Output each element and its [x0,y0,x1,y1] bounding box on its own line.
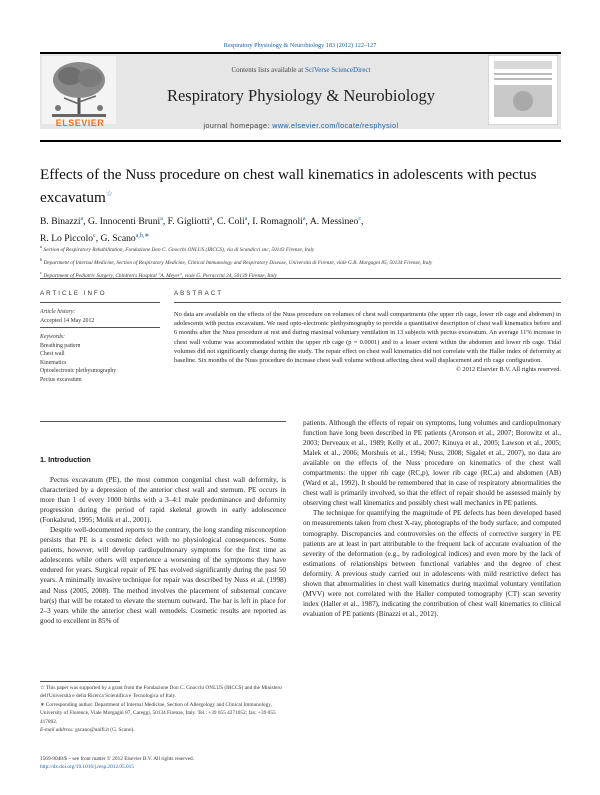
sciencedirect-link[interactable]: SciVerse ScienceDirect [305,66,371,74]
abstract-heading: ABSTRACT [174,290,224,297]
affiliation-sup: a [40,244,43,249]
footnotes [40,684,286,734]
affiliation-b [40,255,561,268]
issn-line: 1569-9048/$ – see front matter © 2012 Elsevier B.V. All rights reserved. [40,756,194,762]
keyword: Breathing pattern [40,342,81,349]
left-column-text [40,475,286,626]
affiliation-text: Department of Pediatric Surgery, Children's Hospital "A. Meyer", viale G. Pieraccini 24, 50139 Firenze, Italy [43,272,277,279]
journal-homepage [118,121,484,130]
affiliation-a [40,242,561,255]
keyword: Kinematics [40,359,67,366]
author-affiliation-mark[interactable]: a [302,216,306,222]
elsevier-tree-logo [42,56,116,124]
affiliation-sup: c [40,269,42,275]
author-affiliation-mark[interactable]: a,b,∗ [135,233,150,240]
author-name: R. Lo Piccolo [40,233,94,245]
author-name: G. Innocenti Bruni [87,216,161,228]
affiliation-text: Section of Respiratory Rehabilitation, Fondazione Don C. Gnocchi ONLUS (IRCCS), via di Scandicci snc, 50143 Firenze, Italy [43,246,315,253]
body-paragraph: Pectus excavatum (PE), the most common congenital chest wall deformity, is characterized by a depression of the anterior chest wall and sternum. PE occurs in more than 1 of every 1000 births with a 3–4:1 male predominance and deformity progression during the period of rapid skeletal growth in early adolescence (Fonkalsrud, 1995; Molik et al., 2001). [40,476,286,525]
divider [174,302,561,303]
affiliations [40,242,561,280]
email-line [40,726,286,734]
divider [40,278,561,279]
author-affiliation-mark[interactable]: a [80,216,84,222]
author-name: B. Binazzi [40,216,81,228]
author-affiliation-mark[interactable]: c [93,233,96,240]
author-name: C. Coli [217,216,245,228]
doi-link[interactable]: http://dx.doi.org/10.1016/j.resp.2012.05.015 [40,763,134,770]
body-paragraph: The technique for quantifying the magnitude of PE defects has been developed based on measurements taken from chest X-ray, photographs of the body surface, and computed tomography. Discrepancies and controversies on the effects of corrective surgery in PE patients are at least in part attributable to the frequent lack of accurate evaluation of the severity of the deformation (e.g., by radiological indices) and even more by the lack of estimations of relationships between functional variables and the degree of chest deformity. A previous study carried out in adolescents with mild restrictive defect has shown that abnormalities in chest wall kinematics during maximal voluntary ventilation (MVV) were not correlated with the Haller computed tomography (CT) scan severity index (Haller et al., 1987), indicating the contribution of chest wall kinematics to clinical evaluation of PE patients (Binazzi et al., 2012). [303,509,561,618]
right-column-text [303,418,561,619]
author-name: F. Gigliotti [167,216,210,228]
contents-line [118,66,484,74]
keyword: Optoelectronic plethysmography [40,368,117,374]
author-line-1: B. Binazzi$^a$, G. Innocenti Bruni$^a$, F. Gigliotti$^a$, C. Coli$^a$, I. Romagnoli$^a$, A. Messineo$^c$, [40,216,364,228]
keywords-label: Keywords: [40,334,65,340]
author-affiliation-mark[interactable]: a [209,216,213,222]
journal-cover-thumbnail [488,55,558,125]
page-footer [40,756,286,771]
keyword: Chest wall [40,351,65,357]
author-affiliation-mark[interactable]: c [358,216,361,222]
section-heading-introduction: 1. Introduction [40,455,91,464]
history-label: Article history: [40,309,76,315]
email-address[interactable]: gscano@unifi.it (G. Scano). [75,727,135,734]
author-name: G. Scano [100,233,136,245]
journal-title: Respiratory Physiology & Neurobiology [166,86,436,105]
affiliation-sup: b [40,256,43,262]
divider [40,302,160,303]
contents-prefix: Contents lists available at [231,66,305,74]
corresponding-author-footnote: ∗ Corresponding author. Department of Internal Medicine, Section of Allergology and Clinical Immunology, University of Florence, Viale Morgagni 87, Careggi, 50134 Firenze, Italy. Tel.: +39 055 4271052; fax: +39 055 417892. [40,701,276,725]
keyword: Pectus excavatum [40,376,82,383]
article-info-heading: ARTICLE INFO [40,290,107,297]
publisher-wordmark: ELSEVIER [55,118,105,128]
affiliation-text: Department of Internal Medicine, Section of Respiratory Medicine, Clinical Immunology and Respiratory Disease, Università di Firenze, viale G.B. Morgagni 85, 50134 Firenze, Italy [43,259,433,266]
abstract-body [174,310,561,374]
accepted-date: Accepted 14 May 2012 [40,317,95,324]
running-head: Respiratory Physiology & Neurobiology 183 (2012) 122–127 [223,42,377,49]
homepage-prefix: journal homepage: [203,121,273,130]
author-name: I. Romagnoli [252,216,303,228]
banner-bottom-rule [40,140,561,142]
author-affiliation-mark[interactable]: a [244,216,248,222]
author-affiliation-mark[interactable]: a [160,216,163,222]
body-paragraph: patients. Although the effects of repair on symptoms, lung volumes and cardiopulmonary function have long been described in PE patients (Aronson et al., 2007; Borowitz et al., 2003; Derveaux et al., 1989; Kelly et al., 2007; Kinuya et al., 2005; Lawson et al., 2005; Malek et al., 2006; Morshuis et al., 1994; Nuss, 2008; Sigalet et al., 2007), no data are available on the effects of the Nuss procedure on kinematics of the chest wall compartments: the upper rib cage (RC,p), lower rib cage (RC,a) and abdomen (AB) (Ward et al., 1992). It should be remembered that in case of respiratory abnormalities the chest wall is primarily involved, so that the effect of repair should be assessed mainly by observing chest wall kinematics and possibly chest wall mechanics in PE patients. [303,419,561,508]
divider [40,421,286,422]
email-label: E-mail address: [40,727,76,734]
article-title [40,165,561,207]
homepage-link[interactable]: www.elsevier.com/locate/resphysiol [272,121,399,130]
author-line-2: R. Lo Piccolo$^c$, G. Scano$^{a,b,∗}$ [40,233,150,245]
copyright-notice: © 2012 Elsevier B.V. All rights reserved. [455,366,561,374]
footnote-rule [40,681,120,682]
divider [40,327,160,328]
abstract-text: No data are available on the effects of the Nuss procedure on volumes of chest wall compartments (the upper rib cage, lower rib cage and abdomen) in adolescents with pectus excavatum. We used opto-electronic plethysmography to provide a quantitative description of chest wall kinematics before and 6 months after the Nuss procedure at rest and during maximal voluntary ventilation in 13 subjects with pectus excavatum. An average 11% increase in chest wall volume was accommodated within the upper rib cage (p = 0.0001) and to a lesser extent within the abdomen and lower rib cage. Tidal volumes did not significantly change during the study. The repair effect on chest wall kinematics did not correlate with the Haller index of deformity at baseline. Six months of the Nuss procedure do increase chest wall volume without affecting chest wall displacement and rib cage configuration. [174,311,561,365]
article-info [40,308,160,384]
funding-footnote: ☆ This paper was supported by a grant from the Fondazione Don C. Gnocchi ONLUS (IRCCS) and the Ministero dell'Università e della Ricerca Scientifica e Tecnologica of Italy. [40,685,282,700]
body-paragraph: Despite well-documented reports to the contrary, the long standing misconception persists that PE is a cosmetic defect with no physiological consequences. Some patients, however, will develop cardiopulmonary symptoms for the first time as adolescents while others will experience a worsening of the symptoms they have endured for years. Surgical repair of PE has evolved significantly during the past 50 years. A minimally invasive technique for repair was described by Nuss et al. (1998) and Nuss (2005, 2008). The method involves the placement of substernal concave bar(s) that will be rotated to elevate the sternum outward. The bar is left in place for 2–3 years while the anterior chest wall remodels. Cosmetic results are reported as good to excellent in 85% of [40,526,286,625]
article-title-text: Effects of the Nuss procedure on chest wall kinematics in adolescents with pectus excavatum [40,166,537,207]
title-footnote-mark[interactable]: ☆ [105,189,113,198]
author-name: A. Messineo [309,216,359,228]
